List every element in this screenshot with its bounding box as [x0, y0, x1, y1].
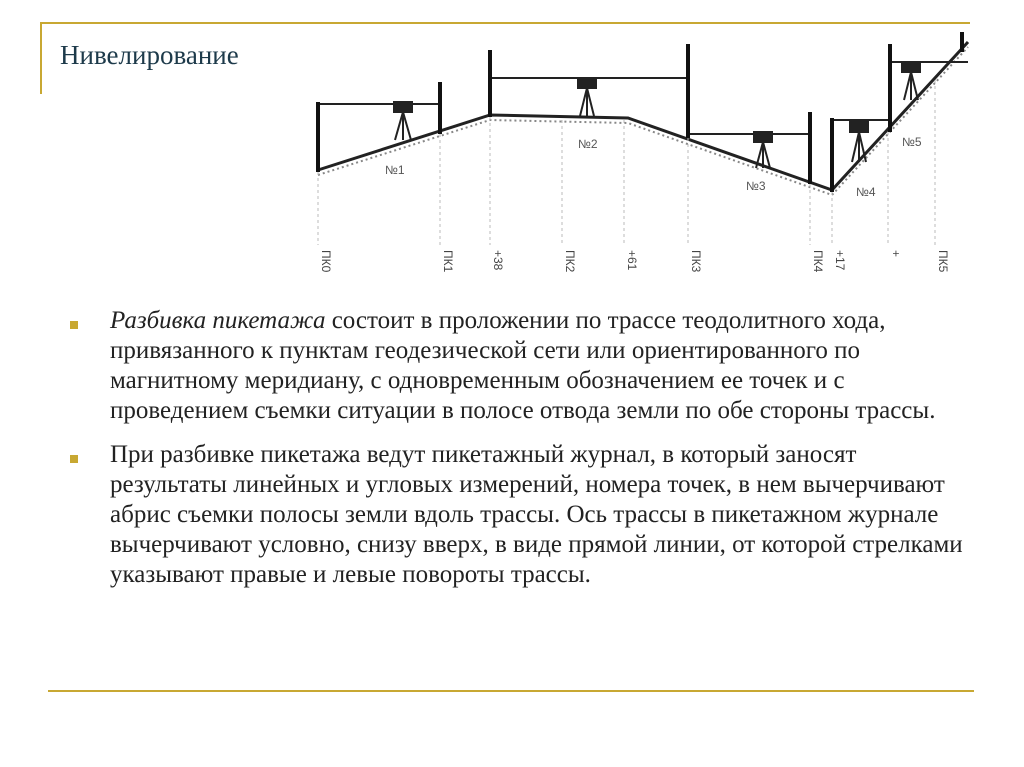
bottom-rule — [48, 690, 974, 692]
picket-label: +38 — [491, 250, 505, 271]
bullet-marker — [70, 321, 78, 329]
picket-label: + — [889, 250, 903, 258]
slide-title: Нивелирование — [60, 40, 239, 70]
bullet-list — [68, 306, 968, 604]
instrument-2 — [578, 78, 596, 116]
bullet-text — [110, 306, 968, 426]
picket-label: ПК5 — [936, 250, 950, 273]
station-label: №3 — [746, 179, 766, 193]
ground-profile — [318, 42, 968, 190]
bullet-emphasis: Разбивка пикетажа — [110, 307, 326, 334]
instrument-5 — [902, 62, 920, 100]
station-label: №1 — [385, 163, 405, 177]
bullet-item — [68, 306, 968, 426]
picket-label: +61 — [625, 250, 639, 271]
picket-label: ПК3 — [689, 250, 703, 273]
bullet-marker — [70, 455, 78, 463]
bullet-body: состоит в проложении по трассе теодолитного хода, привязанного к пунктам геодезической сети или ориентированного по магнитному меридиану, с одновременным обозначением ее точек и с проведением съемки ситуации в полосе отвода земли по обе стороны трассы. — [110, 307, 936, 424]
leveling-diagram — [300, 20, 972, 290]
instrument-4 — [850, 122, 868, 162]
picket-label: ПК2 — [563, 250, 577, 273]
bullet-text — [110, 440, 968, 590]
bullet-item — [68, 440, 968, 590]
station-label: №2 — [578, 137, 598, 151]
picket-label: ПК4 — [811, 250, 825, 273]
instrument-3 — [754, 132, 772, 168]
instrument-1 — [394, 102, 412, 140]
station-label: №5 — [902, 135, 922, 149]
bullet-body: При разбивке пикетажа ведут пикетажный журнал, в который заносят результаты линейных и угловых измерений, номера точек, в нем вычерчивают абрис съемки полосы земли вдоль трассы. Ось трассы в пикетажном журнале вычерчивают условно, снизу вверх, в виде прямой линии, от которой стрелками указывают правые и левые повороты трассы. — [110, 441, 963, 588]
picket-label: ПК0 — [319, 250, 333, 273]
leveling-staffs — [318, 32, 962, 192]
station-label: №4 — [856, 185, 876, 199]
left-rule — [40, 22, 42, 94]
picket-label: ПК1 — [441, 250, 455, 273]
picket-label: +17 — [833, 250, 847, 271]
